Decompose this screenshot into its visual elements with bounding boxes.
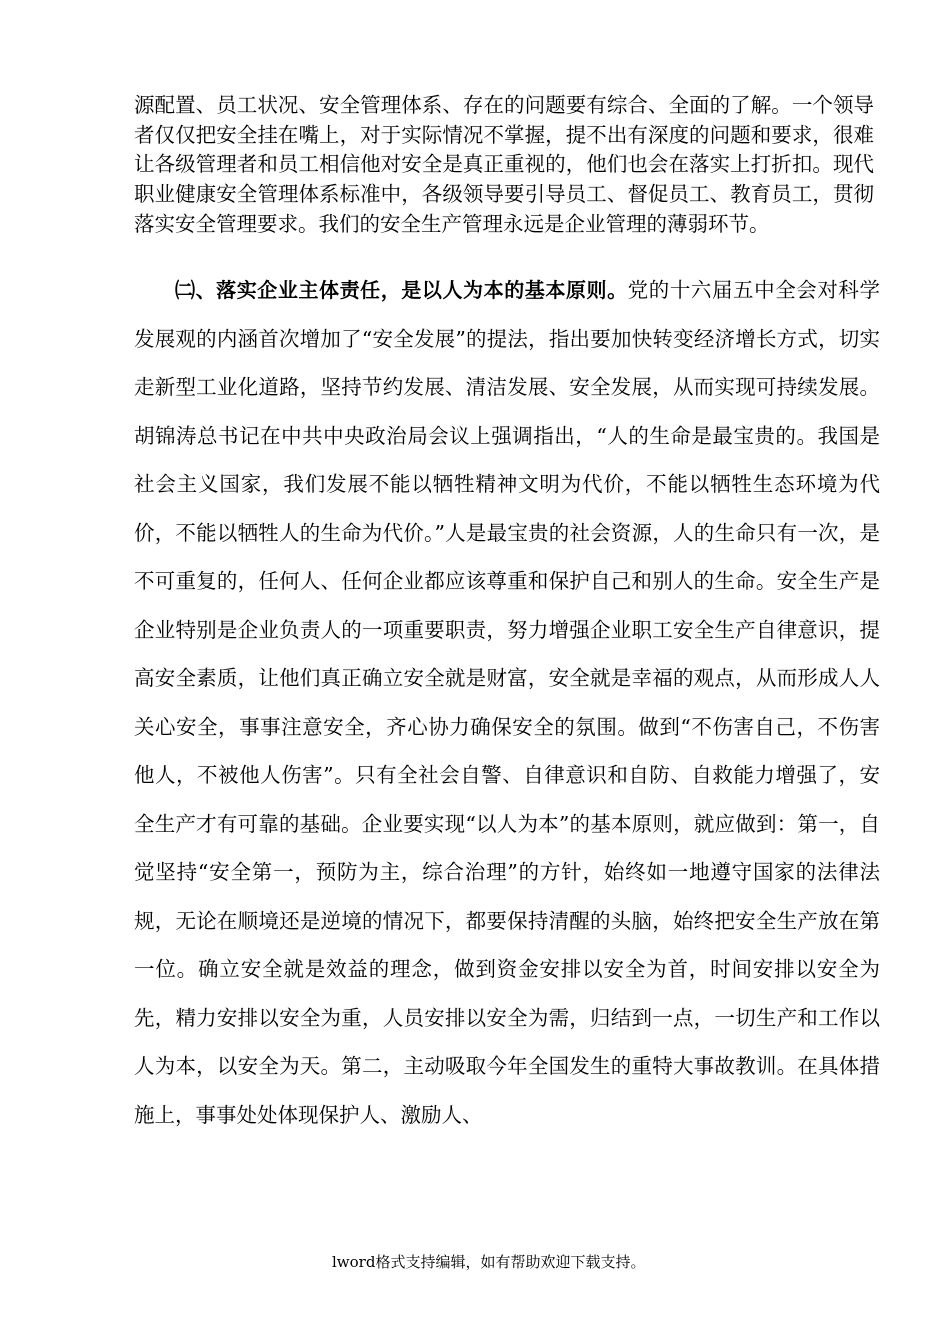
footer-note: lword格式支持编辑，如有帮助欢迎下载支持。: [332, 1253, 646, 1271]
section-body: 党的十六届五中全会对科学发展观的内涵首次增加了“安全发展”的提法，指出要加快转变经济增长方式，切实走新型工业化道路，坚持节约发展、清洁发展、安全发展，从而实现可持续发展。胡锦涛总书记在中共中央政治局会议上强调指出，“人的生命是最宝贵的。我国是社会主义国家，我们发展不能以牺牲精神文明为代价，不能以牺牲生态环境为代价，不能以牺牲人的生命为代价。”人是最宝贵的社会资源，人的生命只有一次，是不可重复的，任何人、任何企业都应该尊重和保护自己和别人的生命。安全生产是企业特别是企业负责人的一项重要职责，努力增强企业职工安全生产自律意识，提高安全素质，让他们真正确立安全就是财富，安全就是幸福的观点，从而形成人人关心安全，事事注意安全，齐心协力确保安全的氛围。做到“不伤害自己，不伤害他人，不被他人伤害”。只有全社会自警、自律意识和自防、自救能力增强了，安全生产才有可靠的基础。企业要实现“以人为本”的基本原则，就应做到：第一，自觉坚持“安全第一，预防为主，综合治理”的方针，始终如一地遵守国家的法律法规，无论在顺境还是逆境的情况下，都要保持清醒的头脑，始终把安全生产放在第一位。确立安全就是效益的理念，做到资金安排以安全为首，时间安排以安全为先，精力安排以安全为重，人员安排以安全为需，归结到一点，一切生产和工作以人为本，以安全为天。第二，主动吸取今年全国发生的重特大事故教训。在具体措施上，事事处处体现保护人、激励人、: [134, 278, 881, 1127]
section-heading: ㈡、落实企业主体责任，是以人为本的基本原则。: [175, 278, 628, 302]
section-paragraph: [134, 266, 880, 1139]
top-paragraph: 源配置、员工状况、安全管理体系、存在的问题要有综合、全面的了解。一个领导者仅仅把安全挂在嘴上，对于实际情况不掌握，提不出有深度的问题和要求，很难让各级管理者和员工相信他对安全是真正重视的，他们也会在落实上打折扣。现代职业健康安全管理体系标准中，各级领导要引导员工、督促员工、教育员工，贯彻落实安全管理要求。我们的安全生产管理永远是企业管理的薄弱环节。: [134, 93, 874, 236]
